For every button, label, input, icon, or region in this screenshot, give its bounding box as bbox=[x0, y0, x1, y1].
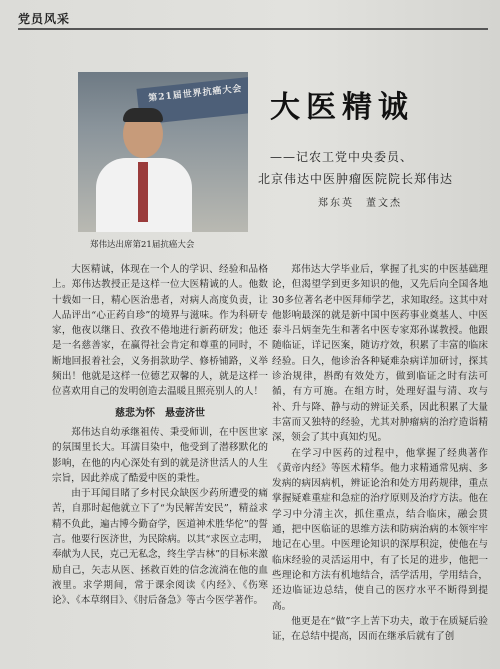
banner-text: 第21届世界抗癌大会 bbox=[147, 84, 243, 104]
page-header bbox=[18, 8, 488, 30]
section-title: 党员风采 bbox=[18, 12, 71, 26]
body-paragraph: 在学习中医药的过程中，他掌握了经典著作《黄帝内经》等医术精华。他力求精通常见病、多发病的病因病机，辨证论治和处方用药规律，重点掌握疑难重症和急症的治疗原则及治疗方法。他在学习中分清主次，抓住重点，结合临床，融会贯通，把中医临证的思维方法和防病治病的本领牢牢地记在心里。中医理论知识的深厚积淀，使他在与临床经验的灵活运用中，有了长足的进步，他把一些理论和方法有机地结合，活学活用，学用结合，还边临证边总结，使自己的医疗水平不断得到提高。 bbox=[272, 447, 488, 612]
body-paragraph: 他更是在“做”字上苦下功夫，敢于在质疑后验证，在总结中提高，因而在继承后就有了创 bbox=[272, 615, 488, 643]
person-tie bbox=[138, 162, 148, 222]
article-subtitle-2: 北京伟达中医肿瘤医院院长郑伟达 bbox=[258, 172, 454, 186]
article-photo bbox=[78, 72, 248, 232]
body-paragraph: 由于耳闻目睹了乡村民众缺医少药所遭受的痛苦，自那时起他就立下了“为民解苦安民”，精益求精不负此，遍古博今勤奋学，医道神术胜华佗”的誓言。他要行医济世，为民除病。以其“求医立志明，奉献为人民，克己无私念，终生学吉林”的目标来激励自己，矢志从医、拯救百姓的信念流淌在他的血液里。求学期间，常于课余阅读《内经》、《伤寒论》、《本草纲目》、《肘后备急》等古今医学著作。 bbox=[52, 488, 268, 607]
header-rule bbox=[18, 28, 488, 30]
body-paragraph: 郑伟达自幼承继祖传、秉受师训，在中医世家的氛围里长大。耳濡目染中，他受到了潜移默化的影响，在他的内心深处有到的就是济世活人的人生宗旨，因此养成了酷爱中医的秉性。 bbox=[52, 426, 268, 484]
right-column bbox=[272, 262, 488, 644]
article-author: 郑东英 董文杰 bbox=[318, 198, 402, 209]
article-title: 大医精诚 bbox=[270, 90, 414, 125]
section-subheading: 慈悲为怀 悬壶济世 bbox=[115, 407, 205, 419]
body-paragraph: 郑伟达大学毕业后，掌握了扎实的中医基础理论，但渴望学到更多知识的他，又先后向全国各地30多位著名老中医拜师学艺，求知取经。这其中对他影响最深的就是新中国中医药事业奠基人、中医泰斗吕炳奎先生和著名中医专家郑孙谋教授。他跟随临证，详记医案，随访疗效，积累了丰富的临床经验。日久，他诊治各种疑难杂病详加研讨，探其诊治规律，斟酌有效处方，做到临证之时有法可循，有方可施。在组方时，处理好温与清、攻与补、升与降、静与动的辨证关系，因此积累了大量丰富而又独特的经验，尤其对肿瘤病的治疗造诣精深，领会了其中真知灼见。 bbox=[272, 264, 488, 444]
intro-paragraph: 大医精诚，体现在一个人的学识、经验和品格上。郑伟达教授正是这样一位大医精诚的人。他数十载如一日，精心医治患者，对病人高度负责，让人品评出“心正药自珍”的境界与滋味。作为科研专家，他夜以继日、孜孜不倦地进行新药研发；他还是一名慈善家，在赢得社会肯定和尊重的同时，不断地回报着社会，义务捐款助学、修桥铺路，义举频出！他就是这样一位德艺双馨的人，就是这样一位喜欢用自己的发明创造去温暖且照亮别人的人！ bbox=[52, 264, 268, 398]
left-column bbox=[52, 262, 268, 609]
photo-caption: 郑伟达出席第21届抗癌大会 bbox=[90, 240, 195, 250]
person-hair bbox=[123, 108, 163, 122]
article-subtitle-1: ——记农工党中央委员、 bbox=[270, 150, 414, 164]
